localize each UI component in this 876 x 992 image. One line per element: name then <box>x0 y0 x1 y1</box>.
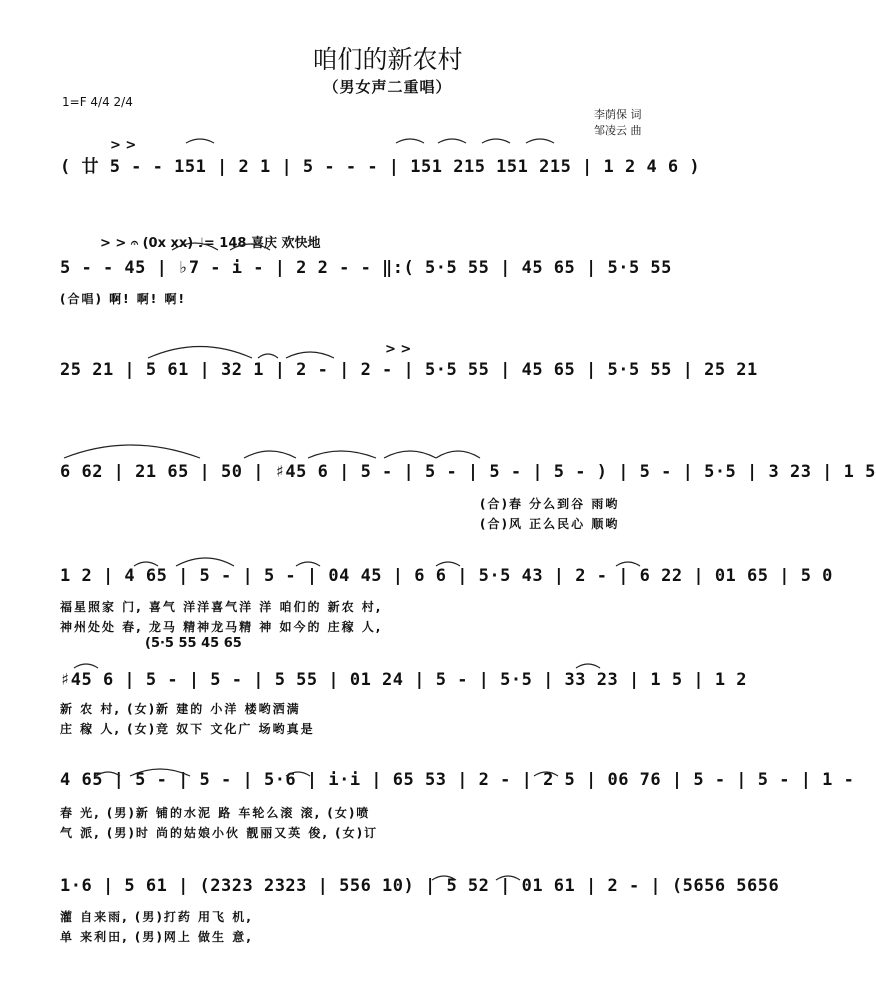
lyric-line: 气 派, (男)时 尚的姑娘小伙 靓丽又英 俊, (女)订 <box>60 826 379 840</box>
notation-line: ♯45 6 | 5 - | 5 - | 5 55 | 01 24 | 5 - | 5·5 | 33 23 | 1 5 | 1 2 <box>60 670 748 690</box>
notation-line: 25 21 | 5 61 | 32 1 | 2 - | 2 - | 5·5 55 | 45 65 | 5·5 55 | 25 21 <box>60 360 758 380</box>
lyric-line: (合)风 正么民心 顺哟 <box>480 517 620 531</box>
lyric-line: 单 来利田, (男)网上 做生 意, <box>60 930 253 944</box>
accent-marks: > > <box>385 342 412 357</box>
lyric-line: 新 农 村, (女)新 建的 小洋 楼哟洒满 <box>60 702 301 716</box>
lyric-line: (合唱) 啊! 啊! 啊! <box>60 292 186 306</box>
notation-line: 1·6 | 5 61 | (2323 2323 | 556 10) | 5 52 | 01 61 | 2 - | (5656 5656 <box>60 876 780 896</box>
lyric-line: 灌 自来雨, (男)打药 用飞 机, <box>60 910 253 924</box>
song-subtitle: （男女声二重唱） <box>323 78 452 96</box>
notation-line: 6 62 | 21 65 | 50 | ♯45 6 | 5 - | 5 - | 5 - | 5 - ) | 5 - | 5·5 | 3 23 | 1 5 <box>60 462 876 482</box>
tempo-marks: > > 𝄐 (0x xx) ♩= 148 喜庆 欢快地 <box>100 236 321 251</box>
lyric-line: 神州处处 春, 龙马 精神龙马精 神 如今的 庄稼 人, <box>60 620 383 634</box>
accent-marks: > > <box>110 138 137 153</box>
song-title: 咱们的新农村 <box>312 45 463 74</box>
lyricist-credit: 李荫保 词 <box>594 108 642 121</box>
composer-credit: 邹凌云 曲 <box>594 124 642 137</box>
notation-line: 4 65 | 5 - | 5 - | 5·6 | i·i | 65 53 | 2 - | 2 5 | 06 76 | 5 - | 5 - | 1 - <box>60 770 855 790</box>
lyric-line: 福星照家 门, 喜气 洋洋喜气洋 洋 咱们的 新农 村, <box>60 600 383 614</box>
lyric-line: 庄 稼 人, (女)竞 奴下 文化广 场哟真是 <box>60 722 315 736</box>
notation-line: 1 2 | 4 65 | 5 - | 5 - | 04 45 | 6 6 | 5·5 43 | 2 - | 6 22 | 01 65 | 5 0 <box>60 566 833 586</box>
lyric-line: 春 光, (男)新 铺的水泥 路 车轮么滚 滚, (女)喷 <box>60 806 371 820</box>
key-meter: 1=F 4/4 2/4 <box>62 95 133 109</box>
lyric-line: (合)春 分么到谷 雨哟 <box>480 497 620 511</box>
notation-line: ( 廿 5 - - 151 | 2 1 | 5 - - - | 151 215 151 215 | 1 2 4 6 ) <box>60 157 701 177</box>
cue-notes: (5·5 55 45 65 <box>145 636 242 651</box>
notation-line: 5 - - 45 | ♭7 - i - | 2 2 - - ‖:( 5·5 55 | 45 65 | 5·5 55 <box>60 258 672 278</box>
